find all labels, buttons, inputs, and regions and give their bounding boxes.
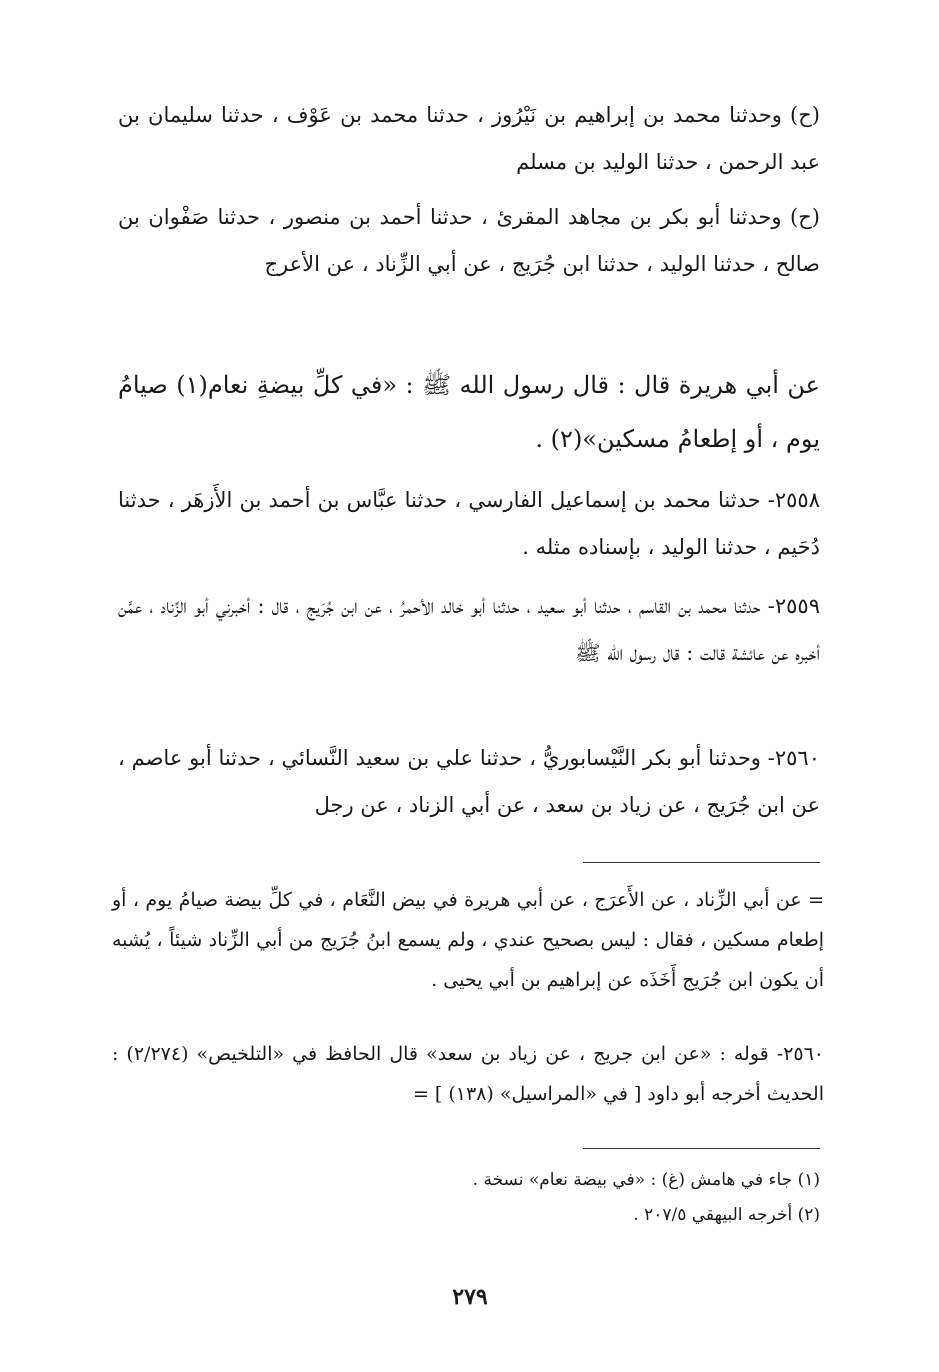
hadith-2559: [118, 583, 820, 677]
commentary-paragraph-1: [112, 880, 824, 1000]
isnad-paragraph-1: [118, 92, 820, 186]
isnad-text-1: (ح) وحدثنا محمد بن إبراهيم بن نَيْرُوز ، حدثنا محمد بن عَوْف ، حدثنا سليمان بن عبد الرحمن ، حدثنا الوليد بن مسلم: [118, 103, 820, 174]
hadith-2559-text: ٢٥٥٩- حدثنا محمد بن القاسم ، حدثنا أبو سعيد ، حدثنا أبو خالد الأحمرُ ، عن ابن جُرَيج ، قال : أخبرني أبو الزِّناد ، عمَّن أخبره عن عائشة قالت : قال رسول الله ﷺ: [118, 594, 820, 665]
commentary-separator: [583, 862, 820, 863]
hadith-matn: [118, 358, 820, 466]
footnotes-separator: [583, 1148, 820, 1149]
isnad-text-2: (ح) وحدثنا أبو بكر بن مجاهد المقرئ ، حدثنا أحمد بن منصور ، حدثنا صَفْوان بن صالح ، حدثنا الوليد ، حدثنا ابن جُرَيج ، عن أبي الزِّناد ، عن الأعرج: [118, 205, 820, 276]
continuation-mark-end: =: [412, 1083, 429, 1105]
isnad-paragraph-2: [118, 194, 820, 288]
footnote-1: (١) جاء في هامش (غ) : «في بيضة نعام» نسخة .: [472, 1170, 820, 1190]
page-number: ٢٧٩: [452, 1284, 488, 1310]
hadith-2560: [118, 735, 820, 829]
commentary-text-2: ٢٥٦٠- قوله : «عن ابن جريج ، عن زياد بن سعد» قال الحافظ في «التلخيص» (٢/٢٧٤) : الحديث أخرجه أبو داود [ في «المراسيل» (١٣٨) ]: [112, 1043, 825, 1105]
hadith-2560-text: ٢٥٦٠- وحدثنا أبو بكر النَّيْسابوريُّ ، حدثنا علي بن سعيد النَّسائي ، حدثنا أبو عاصم ، عن ابن جُرَيج ، عن زياد بن سعد ، عن أبي الزناد ، عن رجل: [118, 746, 820, 817]
commentary-text-1: عن أبي الزِّناد ، عن الأَعرَج ، عن أبي هريرة في بيض النَّعَام ، في كلِّ بيضة صيامُ يوم ، أو إطعام مسكين ، فقال : ليس بصحيح عندي ، ولم يسمع ابنُ جُرَيج من أبي الزِّناد شيئاً ، يُشبه أن يكون ابن جُرَيج أَخَذَه عن إبراهيم بن أبي يحيى .: [112, 889, 824, 991]
footnote-2: (٢) أخرجه البيهقي ٢٠٧/٥ .: [633, 1205, 820, 1225]
footnotes: [380, 1163, 820, 1233]
continuation-mark-start: =: [808, 889, 825, 911]
commentary-paragraph-2: [112, 1034, 824, 1114]
hadith-2558-text: ٢٥٥٨- حدثنا محمد بن إسماعيل الفارسي ، حدثنا عبَّاس بن أحمد بن الأَزهَر ، حدثنا دُحَيم ، حدثنا الوليد ، بإسناده مثله .: [118, 488, 820, 559]
hadith-2558: [118, 477, 820, 571]
hadith-matn-text: عن أبي هريرة قال : قال رسول الله ﷺ : «في كلِّ بيضةِ نعام(١) صيامُ يوم ، أو إطعامُ مسكين»(٢) .: [118, 371, 820, 453]
